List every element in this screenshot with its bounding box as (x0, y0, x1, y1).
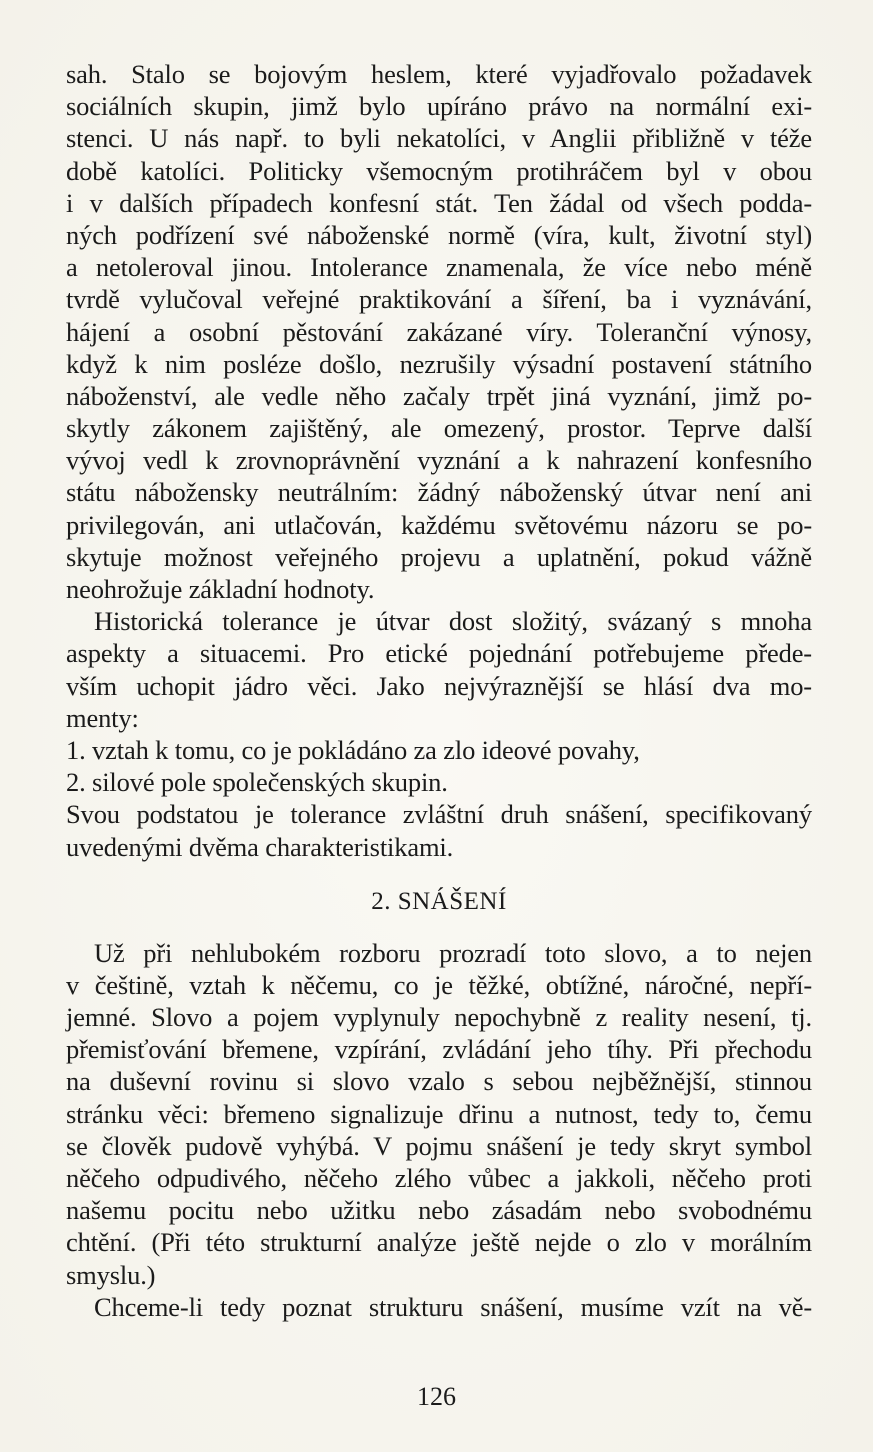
text-line: Chceme-li tedy poznat strukturu snášení, musíme vzít na vě- (94, 1291, 812, 1322)
text-line: hájení a osobní pěstování zakázané víry. Toleranční výnosy, (66, 316, 812, 347)
text-line: Už při nehlubokém rozboru prozradí toto slovo, a to nejen (94, 937, 812, 968)
section-heading: 2. SNÁŠENÍ (371, 887, 507, 915)
text-line: když k nim posléze došlo, nezrušily výsadní postavení státního (66, 348, 812, 379)
text-line: uvedenými dvěma charakteristikami. (66, 831, 454, 862)
text-line: době katolíci. Politicky všemocným protihráčem byl v obou (66, 155, 812, 186)
text-line: menty: (66, 702, 139, 733)
paragraph-3 (66, 798, 812, 862)
text-line: Historická tolerance je útvar dost složitý, svázaný s mnoha (94, 606, 812, 637)
text-line: neohrožuje základní hodnoty. (66, 574, 375, 604)
text-line: smyslu.) (66, 1259, 156, 1290)
text-line: přemisťování břemene, vzpírání, zvládání jeho tíhy. Při přechodu (66, 1034, 812, 1065)
text-line: chtění. (Při této strukturní analýze ještě nejde o zlo v morálním (66, 1227, 812, 1258)
text-line: státu nábožensky neutrálním: žádný náboženský útvar není ani (66, 477, 812, 508)
text-line: sah. Stalo se bojovým heslem, které vyjadřovalo požadavek (66, 59, 812, 89)
text-line: tvrdě vylučoval veřejné praktikování a šíření, ba i vyznávání, (66, 284, 812, 315)
text-line: našemu pocitu nebo užitku nebo zásadám nebo svobodnému (66, 1195, 812, 1226)
text-line: privilegován, ani utlačován, každému světovému názoru se po- (66, 509, 812, 540)
list-item: 2. silové pole společenských skupin. (66, 767, 448, 798)
paragraph-5 (66, 1291, 812, 1323)
text-line: se člověk pudově vyhýbá. V pojmu snášení je tedy skryt symbol (66, 1130, 812, 1161)
page-text (66, 58, 812, 1323)
text-line: Svou podstatou je tolerance zvláštní druh snášení, specifikovaný (66, 799, 812, 830)
text-line: sociálních skupin, jimž bylo upíráno právo na normální exi- (66, 91, 812, 122)
text-line: náboženství, ale vedle něho začaly trpět jiná vyznání, jimž po- (66, 380, 812, 411)
text-line: a netoleroval jinou. Intolerance znamenala, že více nebo méně (66, 252, 812, 283)
text-line: jemné. Slovo a pojem vyplynuly nepochybně z reality nesení, tj. (66, 1002, 812, 1033)
text-line: skytly zákonem zajištěný, ale omezený, prostor. Teprve další (66, 413, 812, 444)
text-line: stenci. U nás např. to byli nekatolíci, v Anglii přibližně v téže (66, 123, 812, 154)
paragraph-4 (66, 937, 812, 1291)
paragraph-1 (66, 58, 812, 605)
text-line: vším uchopit jádro věci. Jako nejvýraznější se hlásí dva mo- (66, 670, 812, 701)
page-number: 126 (417, 1382, 456, 1411)
text-line: stránku věci: břemeno signalizuje dřinu a nutnost, tedy to, čemu (66, 1098, 812, 1129)
text-line: na duševní rovinu si slovo vzalo s sebou nejběžnější, stinnou (66, 1066, 812, 1097)
text-line: i v dalších případech konfesní stát. Ten žádal od všech podda- (66, 187, 812, 218)
text-line: vývoj vedl k zrovnoprávnění vyznání a k nahrazení konfesního (66, 445, 812, 476)
text-line: skytuje možnost veřejného projevu a uplatnění, pokud vážně (66, 541, 812, 572)
text-line: něčeho odpudivého, něčeho zlého vůbec a jakkoli, něčeho proti (66, 1163, 812, 1193)
text-line: aspekty a situacemi. Pro etické pojednání potřebujeme přede- (66, 638, 812, 669)
text-line: v češtině, vztah k něčemu, co je těžké, obtížné, náročné, nepří- (66, 969, 812, 1000)
list-item: 1. vztah k tomu, co je pokládáno za zlo ideové povahy, (66, 734, 640, 765)
numbered-list (66, 734, 812, 798)
paragraph-2 (66, 605, 812, 734)
text-line: ných podřízení své náboženské normě (víra, kult, životní styl) (66, 219, 812, 250)
